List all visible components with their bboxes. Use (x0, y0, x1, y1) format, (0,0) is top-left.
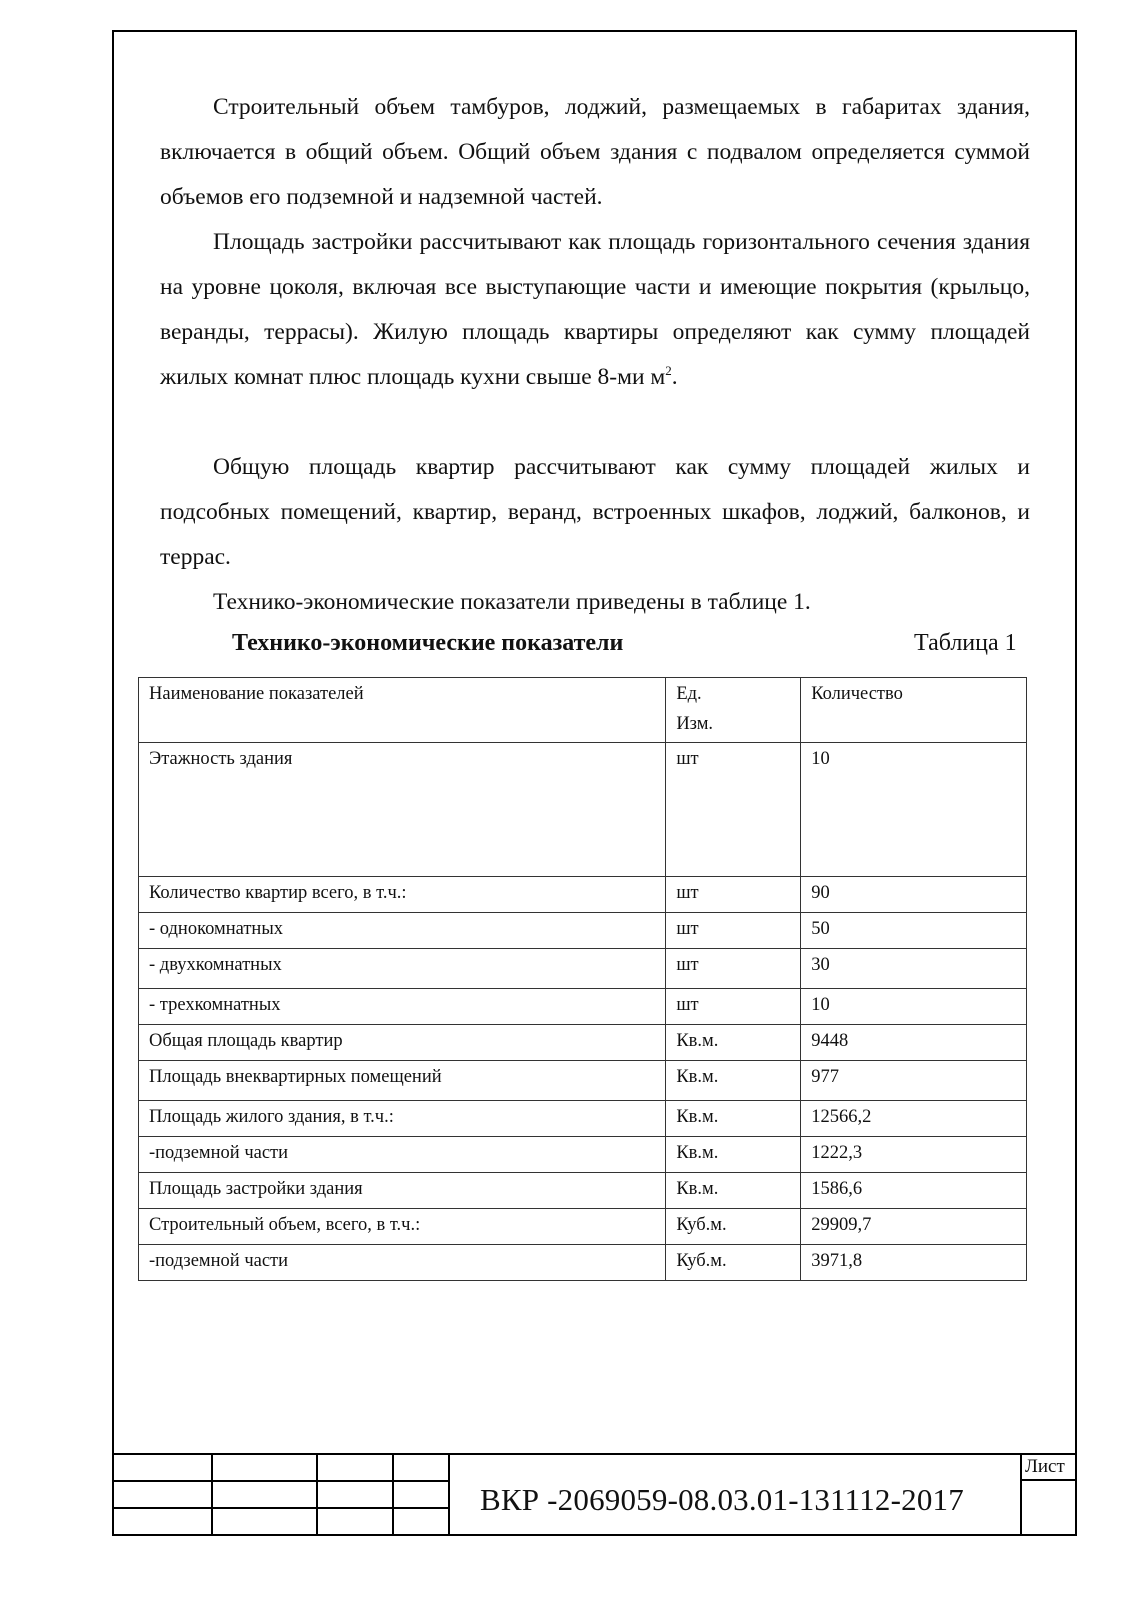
table-row (139, 989, 1027, 1025)
row-value: 3971,8 (801, 1245, 1027, 1281)
row-unit: шт (666, 989, 801, 1025)
document-code: ВКР -2069059-08.03.01-131112-2017 (480, 1482, 964, 1517)
superscript-2: 2 (665, 363, 672, 379)
table-row (139, 1137, 1027, 1173)
row-name: - однокомнатных (139, 913, 666, 949)
sheet-label: Лист (1025, 1456, 1065, 1477)
row-unit: шт (666, 949, 801, 989)
row-name: Количество квартир всего, в т.ч.: (139, 877, 666, 913)
row-value: 12566,2 (801, 1101, 1027, 1137)
row-name: - двухкомнатных (139, 949, 666, 989)
table-row (139, 743, 1027, 877)
row-name: - трехкомнатных (139, 989, 666, 1025)
row-unit: Кв.м. (666, 1137, 801, 1173)
row-name: Общая площадь квартир (139, 1025, 666, 1061)
table-title: Технико-экономические показатели (232, 630, 624, 656)
row-value: 9448 (801, 1025, 1027, 1061)
table-row (139, 1173, 1027, 1209)
table-header-row (139, 678, 1027, 743)
row-value: 10 (801, 743, 1027, 877)
sheet-cell-line (1020, 1479, 1077, 1481)
title-block-divider (316, 1453, 318, 1536)
table-row (139, 1209, 1027, 1245)
table-row (139, 949, 1027, 989)
title-block-grid-line (112, 1507, 450, 1509)
row-unit: Куб.м. (666, 1245, 801, 1281)
title-block-divider (1020, 1453, 1022, 1536)
row-unit: Кв.м. (666, 1173, 801, 1209)
row-name: Строительный объем, всего, в т.ч.: (139, 1209, 666, 1245)
indicators-table (138, 677, 1027, 1281)
row-name: -подземной части (139, 1137, 666, 1173)
row-value: 1222,3 (801, 1137, 1027, 1173)
title-block-divider (448, 1453, 450, 1536)
paragraph-total-area: Общую площадь квартир рассчитывают как сумму площадей жилых и подсобных помещений, квартир, веранд, встроенных шкафов, лоджий, балконов, и террас. (160, 454, 1030, 570)
row-unit: Кв.м. (666, 1101, 801, 1137)
paragraph-table-reference: Технико-экономические показатели приведены в таблице 1. (213, 589, 811, 615)
row-value: 50 (801, 913, 1027, 949)
title-block-grid-line (112, 1480, 450, 1482)
header-unit (666, 678, 801, 743)
title-block-divider (211, 1453, 213, 1536)
table-row (139, 877, 1027, 913)
paragraph-building-area (160, 220, 1030, 400)
row-unit: Кв.м. (666, 1025, 801, 1061)
row-name: Площадь внеквартирных помещений (139, 1061, 666, 1101)
row-unit: шт (666, 743, 801, 877)
row-unit: шт (666, 877, 801, 913)
title-block-top-line (112, 1453, 1077, 1455)
table-row (139, 1061, 1027, 1101)
paragraph-building-area-text: Площадь застройки рассчитывают как площадь горизонтального сечения здания на уровне цоколя, включая все выступающие части и имеющие покрытия (крыльцо, веранды, террасы). Жилую площадь квартиры определяют как сумму площадей жилых комнат плюс площадь кухни свыше 8-ми м (160, 229, 1030, 390)
header-quantity: Количество (801, 678, 1027, 743)
table-row (139, 913, 1027, 949)
header-name: Наименование показателей (139, 678, 666, 743)
row-name: Площадь застройки здания (139, 1173, 666, 1209)
row-value: 977 (801, 1061, 1027, 1101)
paragraph-building-volume: Строительный объем тамбуров, лоджий, размещаемых в габаритах здания, включается в общий объем. Общий объем здания с подвалом определяется суммой объемов его подземной и надземной частей. (160, 94, 1030, 210)
row-unit: Куб.м. (666, 1209, 801, 1245)
row-name: Площадь жилого здания, в т.ч.: (139, 1101, 666, 1137)
row-unit: Кв.м. (666, 1061, 801, 1101)
row-unit: шт (666, 913, 801, 949)
row-value: 1586,6 (801, 1173, 1027, 1209)
row-value: 29909,7 (801, 1209, 1027, 1245)
header-unit-line2: Изм. (676, 714, 714, 734)
paragraph-building-area-end: . (671, 364, 678, 390)
row-value: 90 (801, 877, 1027, 913)
title-block-divider (392, 1453, 394, 1536)
row-name: Этажность здания (139, 743, 666, 877)
table-number: Таблица 1 (914, 630, 1017, 656)
row-name: -подземной части (139, 1245, 666, 1281)
table-row (139, 1025, 1027, 1061)
table-row (139, 1245, 1027, 1281)
table-row (139, 1101, 1027, 1137)
header-unit-line1: Ед. (676, 684, 702, 704)
row-value: 10 (801, 989, 1027, 1025)
row-value: 30 (801, 949, 1027, 989)
